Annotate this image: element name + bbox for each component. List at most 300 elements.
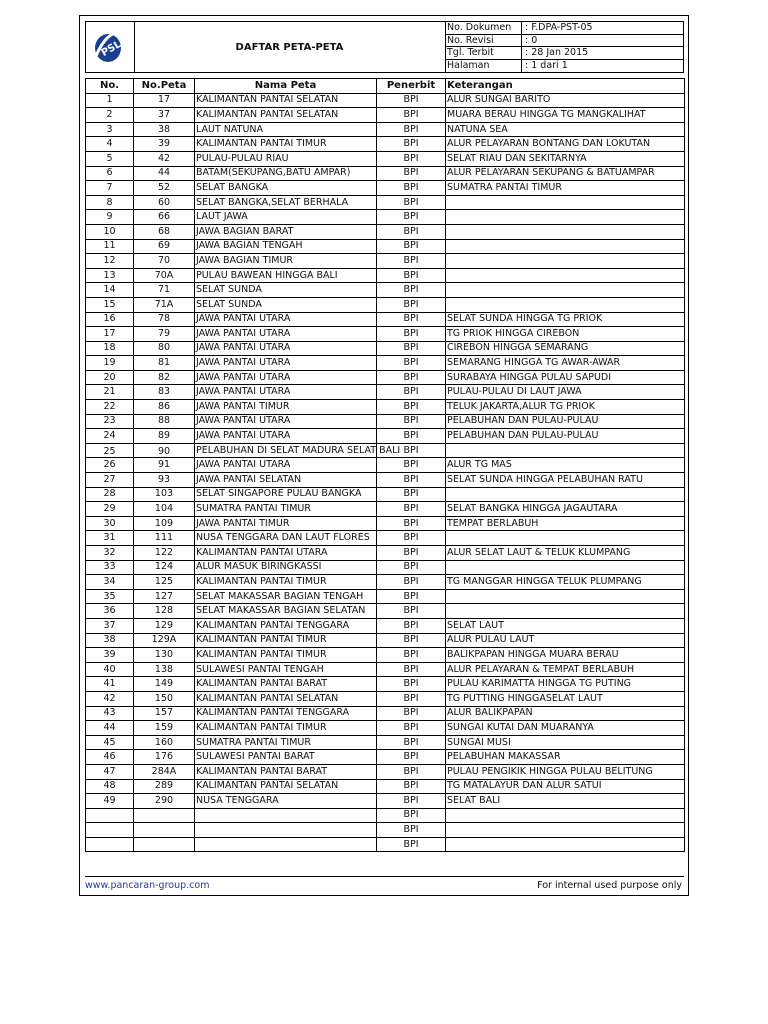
footer-note: For internal used purpose only — [537, 880, 682, 891]
cell-map-number — [134, 808, 195, 823]
cell-map-name: SUMATRA PANTAI TIMUR — [195, 735, 377, 750]
cell-map-name: SELAT SUNDA — [195, 297, 377, 312]
table-row — [86, 648, 685, 663]
cell-notes: SUNGAI MUSI — [446, 735, 685, 750]
cell-no: 42 — [86, 691, 134, 706]
cell-publisher: BPI — [377, 546, 446, 561]
cell-map-name: JAWA PANTAI SELATAN — [195, 473, 377, 488]
cell-notes: ALUR PELAYARAN BONTANG DAN LOKUTAN — [446, 137, 685, 152]
cell-publisher: BPI — [377, 794, 446, 809]
cell-notes: PULAU KARIMATTA HINGGA TG PUTING — [446, 677, 685, 692]
cell-map-number: 157 — [134, 706, 195, 721]
cell-publisher: BPI — [377, 735, 446, 750]
footer-divider — [85, 876, 684, 877]
table-row — [86, 589, 685, 604]
cell-no: 3 — [86, 122, 134, 137]
cell-map-number: 79 — [134, 327, 195, 342]
table-row — [86, 108, 685, 123]
table-row — [86, 662, 685, 677]
cell-map-name: JAWA PANTAI UTARA — [195, 458, 377, 473]
cell-map-number: 83 — [134, 385, 195, 400]
cell-map-name: JAWA PANTAI UTARA — [195, 370, 377, 385]
cell-publisher: BPI — [377, 93, 446, 108]
cell-no: 47 — [86, 764, 134, 779]
cell-map-number: 37 — [134, 108, 195, 123]
cell-publisher: BPI — [377, 779, 446, 794]
cell-publisher: BPI — [377, 312, 446, 327]
cell-publisher: BPI — [377, 618, 446, 633]
cell-no: 9 — [86, 210, 134, 225]
cell-map-number — [134, 837, 195, 852]
cell-notes — [446, 604, 685, 619]
cell-publisher: BPI — [377, 531, 446, 546]
cell-publisher: BPI — [377, 414, 446, 429]
cell-no: 43 — [86, 706, 134, 721]
table-row — [86, 210, 685, 225]
cell-no: 46 — [86, 750, 134, 765]
cell-notes: TELUK JAKARTA,ALUR TG PRIOK — [446, 400, 685, 415]
cell-notes: ALUR PELAYARAN SEKUPANG & BATUAMPAR — [446, 166, 685, 181]
cell-notes — [446, 823, 685, 838]
table-row — [86, 487, 685, 502]
document-title: DAFTAR PETA-PETA — [134, 22, 446, 72]
cell-notes: CIREBON HINGGA SEMARANG — [446, 341, 685, 356]
cell-map-number: 111 — [134, 531, 195, 546]
cell-map-number: 128 — [134, 604, 195, 619]
cell-map-name: KALIMANTAN PANTAI SELATAN — [195, 108, 377, 123]
cell-map-name: KALIMANTAN PANTAI TENGGARA — [195, 618, 377, 633]
cell-map-name: SELAT SINGAPORE PULAU BANGKA — [195, 487, 377, 502]
cell-map-name: KALIMANTAN PANTAI SELATAN — [195, 691, 377, 706]
cell-no — [86, 837, 134, 852]
cell-map-number: 86 — [134, 400, 195, 415]
table-row — [86, 633, 685, 648]
cell-map-number: 89 — [134, 429, 195, 444]
table-row — [86, 181, 685, 196]
table-row — [86, 151, 685, 166]
meta-row-document-number — [446, 22, 684, 35]
cell-publisher: BPI — [377, 502, 446, 517]
cell-map-number: 70 — [134, 254, 195, 269]
cell-map-name: LAUT NATUNA — [195, 122, 377, 137]
cell-map-name: SELAT MAKASSAR BAGIAN TENGAH — [195, 589, 377, 604]
cell-no: 35 — [86, 589, 134, 604]
cell-no: 24 — [86, 429, 134, 444]
cell-notes: PELABUHAN MAKASSAR — [446, 750, 685, 765]
cell-map-number: 289 — [134, 779, 195, 794]
cell-notes: SURABAYA HINGGA PULAU SAPUDI — [446, 370, 685, 385]
cell-map-number: 149 — [134, 677, 195, 692]
meta-value: : 0 — [525, 34, 538, 46]
table-row — [86, 516, 685, 531]
table-row — [86, 224, 685, 239]
cell-map-name: SELAT MAKASSAR BAGIAN SELATAN — [195, 604, 377, 619]
table-row — [86, 706, 685, 721]
cell-map-number: 125 — [134, 575, 195, 590]
document-meta — [446, 22, 684, 72]
cell-map-number: 138 — [134, 662, 195, 677]
cell-map-name: JAWA PANTAI UTARA — [195, 356, 377, 371]
cell-notes — [446, 283, 685, 298]
company-logo — [86, 22, 132, 72]
cell-no: 11 — [86, 239, 134, 254]
cell-no: 25 — [86, 443, 134, 458]
cell-notes — [446, 560, 685, 575]
cell-publisher: BPI — [377, 721, 446, 736]
cell-map-name — [195, 823, 377, 838]
cell-publisher: BPI — [377, 691, 446, 706]
cell-publisher: BPI — [377, 327, 446, 342]
cell-publisher: BPI — [377, 341, 446, 356]
cell-publisher: BPI — [377, 108, 446, 123]
table-row — [86, 443, 685, 458]
cell-map-number: 68 — [134, 224, 195, 239]
cell-notes: SELAT BANGKA HINGGA JAGAUTARA — [446, 502, 685, 517]
cell-no: 21 — [86, 385, 134, 400]
table-row — [86, 677, 685, 692]
cell-map-name: SUMATRA PANTAI TIMUR — [195, 502, 377, 517]
cell-publisher: BPI — [377, 808, 446, 823]
cell-map-number: 60 — [134, 195, 195, 210]
cell-notes: PULAU-PULAU DI LAUT JAWA — [446, 385, 685, 400]
meta-row-revision — [446, 35, 684, 48]
cell-publisher: BPI — [377, 385, 446, 400]
cell-map-number: 159 — [134, 721, 195, 736]
table-row — [86, 458, 685, 473]
cell-map-number: 39 — [134, 137, 195, 152]
cell-no: 2 — [86, 108, 134, 123]
cell-no: 1 — [86, 93, 134, 108]
cell-notes — [446, 297, 685, 312]
table-row — [86, 327, 685, 342]
column-header-map-name: Nama Peta — [195, 79, 377, 94]
table-row — [86, 356, 685, 371]
cell-publisher: BPI — [377, 648, 446, 663]
table-row — [86, 779, 685, 794]
cell-publisher: BPI — [377, 443, 446, 458]
cell-publisher: BPI — [377, 662, 446, 677]
cell-publisher: BPI — [377, 268, 446, 283]
table-row — [86, 560, 685, 575]
logo-text: PSL — [99, 38, 124, 59]
meta-value: : F.DPA-PST-05 — [525, 22, 593, 33]
cell-map-name: JAWA PANTAI UTARA — [195, 414, 377, 429]
cell-map-number: 78 — [134, 312, 195, 327]
cell-publisher: BPI — [377, 210, 446, 225]
cell-notes — [446, 210, 685, 225]
table-row — [86, 546, 685, 561]
column-header-no: No. — [86, 79, 134, 94]
meta-value: : 1 dari 1 — [525, 59, 568, 71]
cell-map-number: 150 — [134, 691, 195, 706]
cell-notes — [446, 268, 685, 283]
table-row — [86, 297, 685, 312]
cell-map-number: 17 — [134, 93, 195, 108]
cell-map-number: 71 — [134, 283, 195, 298]
cell-map-name: KALIMANTAN PANTAI TIMUR — [195, 648, 377, 663]
cell-map-number: 104 — [134, 502, 195, 517]
cell-no: 30 — [86, 516, 134, 531]
cell-map-number: 42 — [134, 151, 195, 166]
cell-map-number: 176 — [134, 750, 195, 765]
cell-no: 18 — [86, 341, 134, 356]
cell-map-name: KALIMANTAN PANTAI BARAT — [195, 764, 377, 779]
table-row — [86, 473, 685, 488]
cell-map-number: 38 — [134, 122, 195, 137]
cell-map-name: JAWA PANTAI TIMUR — [195, 516, 377, 531]
cell-map-name: JAWA BAGIAN TIMUR — [195, 254, 377, 269]
cell-map-number: 127 — [134, 589, 195, 604]
cell-publisher: BPI — [377, 589, 446, 604]
cell-no: 15 — [86, 297, 134, 312]
cell-publisher: BPI — [377, 429, 446, 444]
table-row — [86, 166, 685, 181]
table-row — [86, 195, 685, 210]
cell-no: 34 — [86, 575, 134, 590]
cell-notes: ALUR PELAYARAN & TEMPAT BERLABUH — [446, 662, 685, 677]
cell-notes: ALUR SELAT LAUT & TELUK KLUMPANG — [446, 546, 685, 561]
cell-map-name: SELAT BANGKA — [195, 181, 377, 196]
cell-map-number: 70A — [134, 268, 195, 283]
cell-map-name: JAWA PANTAI UTARA — [195, 429, 377, 444]
cell-map-number: 130 — [134, 648, 195, 663]
cell-map-name: SULAWESI PANTAI TENGAH — [195, 662, 377, 677]
meta-key: Halaman — [446, 60, 522, 73]
cell-map-name: KALIMANTAN PANTAI TENGGARA — [195, 706, 377, 721]
cell-map-name: JAWA PANTAI UTARA — [195, 385, 377, 400]
cell-publisher: BPI — [377, 122, 446, 137]
cell-publisher: BPI — [377, 750, 446, 765]
cell-map-name: KALIMANTAN PANTAI SELATAN — [195, 779, 377, 794]
table-row — [86, 93, 685, 108]
cell-publisher: BPI — [377, 837, 446, 852]
cell-publisher: BPI — [377, 224, 446, 239]
cell-map-number: 124 — [134, 560, 195, 575]
cell-no: 7 — [86, 181, 134, 196]
table-row — [86, 429, 685, 444]
table-row — [86, 837, 685, 852]
cell-no: 16 — [86, 312, 134, 327]
cell-map-number: 103 — [134, 487, 195, 502]
cell-map-name: JAWA PANTAI TIMUR — [195, 400, 377, 415]
table-row — [86, 122, 685, 137]
cell-notes — [446, 224, 685, 239]
cell-map-number: 90 — [134, 443, 195, 458]
cell-publisher: BPI — [377, 764, 446, 779]
cell-publisher: BPI — [377, 487, 446, 502]
table-row — [86, 254, 685, 269]
table-row — [86, 502, 685, 517]
cell-publisher: BPI — [377, 604, 446, 619]
cell-publisher: BPI — [377, 166, 446, 181]
cell-map-name: JAWA PANTAI UTARA — [195, 312, 377, 327]
table-row — [86, 370, 685, 385]
cell-publisher: BPI — [377, 151, 446, 166]
table-row — [86, 137, 685, 152]
cell-notes: SUMATRA PANTAI TIMUR — [446, 181, 685, 196]
cell-map-name: NUSA TENGGARA — [195, 794, 377, 809]
cell-notes: ALUR PULAU LAUT — [446, 633, 685, 648]
table-row — [86, 691, 685, 706]
cell-notes: SELAT BALI — [446, 794, 685, 809]
cell-notes — [446, 239, 685, 254]
cell-map-number: 122 — [134, 546, 195, 561]
cell-map-name: KALIMANTAN PANTAI TIMUR — [195, 633, 377, 648]
cell-notes: NATUNA SEA — [446, 122, 685, 137]
table-row — [86, 239, 685, 254]
cell-notes: PELABUHAN DAN PULAU-PULAU — [446, 429, 685, 444]
logo-cell — [86, 22, 135, 72]
cell-no: 37 — [86, 618, 134, 633]
cell-publisher: BPI — [377, 677, 446, 692]
cell-map-name: SELAT SUNDA — [195, 283, 377, 298]
cell-map-number: 129A — [134, 633, 195, 648]
cell-notes: TG MANGGAR HINGGA TELUK PLUMPANG — [446, 575, 685, 590]
cell-publisher: BPI — [377, 823, 446, 838]
cell-publisher: BPI — [377, 254, 446, 269]
table-row — [86, 794, 685, 809]
cell-map-name: JAWA BAGIAN BARAT — [195, 224, 377, 239]
cell-no: 26 — [86, 458, 134, 473]
table-row — [86, 575, 685, 590]
meta-key: No. Dokumen — [446, 22, 522, 34]
cell-notes: ALUR TG MAS — [446, 458, 685, 473]
footer-website-link[interactable]: www.pancaran-group.com — [85, 880, 210, 891]
cell-publisher: BPI — [377, 283, 446, 298]
cell-no: 17 — [86, 327, 134, 342]
cell-notes — [446, 808, 685, 823]
cell-map-name: KALIMANTAN PANTAI BARAT — [195, 677, 377, 692]
cell-map-number: 91 — [134, 458, 195, 473]
table-row — [86, 618, 685, 633]
meta-key: Tgl. Terbit — [446, 47, 522, 59]
cell-map-name: LAUT JAWA — [195, 210, 377, 225]
cell-notes — [446, 443, 685, 458]
cell-map-name: NUSA TENGGARA DAN LAUT FLORES — [195, 531, 377, 546]
cell-no: 29 — [86, 502, 134, 517]
cell-map-name: ALUR MASUK BIRINGKASSI — [195, 560, 377, 575]
meta-row-page — [446, 60, 684, 73]
cell-notes — [446, 589, 685, 604]
cell-no: 40 — [86, 662, 134, 677]
cell-publisher: BPI — [377, 473, 446, 488]
cell-map-name: SULAWESI PANTAI BARAT — [195, 750, 377, 765]
cell-map-name: KALIMANTAN PANTAI UTARA — [195, 546, 377, 561]
document-header — [85, 21, 684, 73]
cell-notes: TG PRIOK HINGGA CIREBON — [446, 327, 685, 342]
table-row — [86, 268, 685, 283]
cell-publisher: BPI — [377, 137, 446, 152]
cell-map-name: PULAU-PULAU RIAU — [195, 151, 377, 166]
table-row — [86, 750, 685, 765]
cell-publisher: BPI — [377, 356, 446, 371]
cell-notes: SELAT RIAU DAN SEKITARNYA — [446, 151, 685, 166]
cell-no: 14 — [86, 283, 134, 298]
table-row — [86, 764, 685, 779]
cell-no: 5 — [86, 151, 134, 166]
cell-publisher: BPI — [377, 239, 446, 254]
cell-no: 44 — [86, 721, 134, 736]
cell-map-name: KALIMANTAN PANTAI TIMUR — [195, 137, 377, 152]
cell-notes: TEMPAT BERLABUH — [446, 516, 685, 531]
cell-map-number: 71A — [134, 297, 195, 312]
cell-no: 45 — [86, 735, 134, 750]
cell-no: 39 — [86, 648, 134, 663]
cell-no: 38 — [86, 633, 134, 648]
cell-notes — [446, 837, 685, 852]
table-row — [86, 312, 685, 327]
cell-notes: SELAT LAUT — [446, 618, 685, 633]
cell-map-number: 66 — [134, 210, 195, 225]
cell-no: 8 — [86, 195, 134, 210]
cell-map-name: JAWA PANTAI UTARA — [195, 341, 377, 356]
cell-map-number: 284A — [134, 764, 195, 779]
cell-no: 20 — [86, 370, 134, 385]
cell-no: 13 — [86, 268, 134, 283]
cell-no: 10 — [86, 224, 134, 239]
cell-publisher: BPI — [377, 297, 446, 312]
cell-map-number: 52 — [134, 181, 195, 196]
cell-map-number: 129 — [134, 618, 195, 633]
cell-no: 23 — [86, 414, 134, 429]
cell-map-name — [195, 837, 377, 852]
cell-notes: TG PUTTING HINGGASELAT LAUT — [446, 691, 685, 706]
maps-table — [85, 78, 685, 852]
cell-publisher: BPI — [377, 400, 446, 415]
cell-no: 32 — [86, 546, 134, 561]
cell-no: 22 — [86, 400, 134, 415]
cell-notes: SEMARANG HINGGA TG AWAR-AWAR — [446, 356, 685, 371]
cell-map-number: 290 — [134, 794, 195, 809]
meta-row-issue-date — [446, 47, 684, 60]
cell-publisher: BPI — [377, 560, 446, 575]
cell-no: 33 — [86, 560, 134, 575]
cell-notes: TG MATALAYUR DAN ALUR SATUI — [446, 779, 685, 794]
cell-no: 4 — [86, 137, 134, 152]
cell-publisher: BPI — [377, 633, 446, 648]
table-row — [86, 735, 685, 750]
cell-publisher: BPI — [377, 575, 446, 590]
cell-map-number: 81 — [134, 356, 195, 371]
table-row — [86, 385, 685, 400]
meta-value: : 28 Jan 2015 — [525, 47, 589, 58]
cell-notes: ALUR SUNGAI BARITO — [446, 93, 685, 108]
table-row — [86, 604, 685, 619]
table-row — [86, 341, 685, 356]
cell-map-number: 88 — [134, 414, 195, 429]
cell-publisher: BPI — [377, 516, 446, 531]
cell-map-name — [195, 808, 377, 823]
cell-map-number: 82 — [134, 370, 195, 385]
cell-publisher: BPI — [377, 195, 446, 210]
cell-notes: BALIKPAPAN HINGGA MUARA BERAU — [446, 648, 685, 663]
cell-publisher: BPI — [377, 181, 446, 196]
cell-no — [86, 823, 134, 838]
table-header-row — [86, 79, 685, 94]
table-row — [86, 531, 685, 546]
cell-map-name: PULAU BAWEAN HINGGA BALI — [195, 268, 377, 283]
cell-no: 48 — [86, 779, 134, 794]
cell-publisher: BPI — [377, 458, 446, 473]
cell-no — [86, 808, 134, 823]
cell-map-number: 69 — [134, 239, 195, 254]
cell-map-number: 109 — [134, 516, 195, 531]
cell-no: 31 — [86, 531, 134, 546]
cell-map-name: JAWA BAGIAN TENGAH — [195, 239, 377, 254]
cell-publisher: BPI — [377, 706, 446, 721]
cell-no: 6 — [86, 166, 134, 181]
cell-no: 19 — [86, 356, 134, 371]
